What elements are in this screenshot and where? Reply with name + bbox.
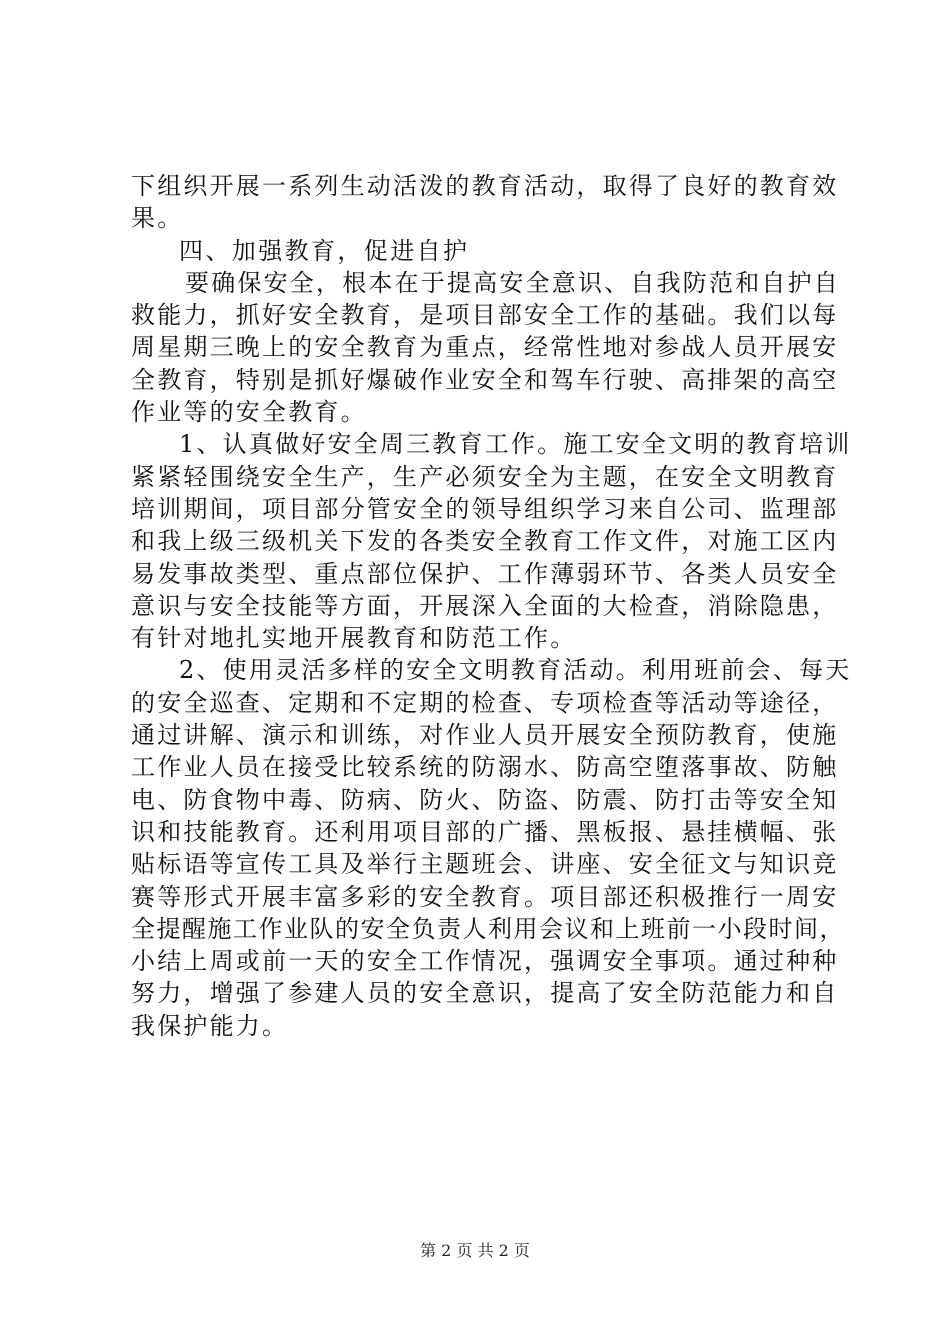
text-line: 和我上级三级机关下发的各类安全教育工作文件，对施工区内 bbox=[131, 527, 839, 556]
text-line: 电、防食物中毒、防病、防火、防盗、防震、防打击等安全知 bbox=[131, 785, 839, 814]
text-line: 识和技能教育。还利用项目部的广播、黑板报、悬挂横幅、张 bbox=[131, 817, 839, 846]
document-body bbox=[131, 170, 852, 1042]
text-line: 贴标语等宣传工具及举行主题班会、讲座、安全征文与知识竞 bbox=[131, 850, 839, 879]
text-line: 2、使用灵活多样的安全文明教育活动。利用班前会、每天 bbox=[179, 656, 852, 685]
text-line: 意识与安全技能等方面，开展深入全面的大检查，消除隐患， bbox=[131, 591, 839, 620]
text-line: 通过讲解、演示和训练，对作业人员开展安全预防教育，使施 bbox=[131, 721, 839, 750]
text-line: 小结上周或前一天的安全工作情况，强调安全事项。通过种种 bbox=[131, 947, 839, 976]
text-line: 下组织开展一系列生动活泼的教育活动，取得了良好的教育效 bbox=[131, 172, 839, 200]
text-line: 周星期三晚上的安全教育为重点，经常性地对参战人员开展安 bbox=[131, 333, 839, 362]
section-heading: 四、加强教育，促进自护 bbox=[179, 236, 470, 265]
text-line: 全教育，特别是抓好爆破作业安全和驾车行驶、高排架的高空 bbox=[131, 365, 839, 394]
text-line: 的安全巡查、定期和不定期的检查、专项检查等活动等途径， bbox=[131, 688, 839, 717]
text-line: 易发事故类型、重点部位保护、工作薄弱环节、各类人员安全 bbox=[131, 559, 839, 588]
page-number: 第 2 页 共 2 页 bbox=[420, 1241, 530, 1260]
text-line: 努力，增强了参建人员的安全意识，提高了安全防范能力和自 bbox=[131, 979, 839, 1008]
text-line: 赛等形式开展丰富多彩的安全教育。项目部还积极推行一周安 bbox=[131, 882, 839, 911]
text-line: 全提醒施工作业队的安全负责人利用会议和上班前一小段时间， bbox=[131, 914, 845, 943]
text-line: 救能力，抓好安全教育，是项目部安全工作的基础。我们以每 bbox=[131, 301, 839, 330]
text-line: 有针对地扎实地开展教育和防范工作。 bbox=[131, 624, 577, 653]
text-line: 紧紧轻围绕安全生产，生产必须安全为主题，在安全文明教育 bbox=[131, 462, 839, 491]
text-line: 要确保安全，根本在于提高安全意识、自我防范和自护自 bbox=[185, 268, 840, 297]
text-line: 我保护能力。 bbox=[131, 1011, 289, 1040]
text-line: 作业等的安全教育。 bbox=[131, 398, 367, 427]
text-line: 1、认真做好安全周三教育工作。施工安全文明的教育培训 bbox=[179, 430, 852, 459]
text-line: 果。 bbox=[131, 204, 184, 233]
text-line: 工作业人员在接受比较系统的防溺水、防高空堕落事故、防触 bbox=[131, 753, 839, 782]
text-line: 培训期间，项目部分管安全的领导组织学习来自公司、监理部 bbox=[131, 494, 839, 523]
